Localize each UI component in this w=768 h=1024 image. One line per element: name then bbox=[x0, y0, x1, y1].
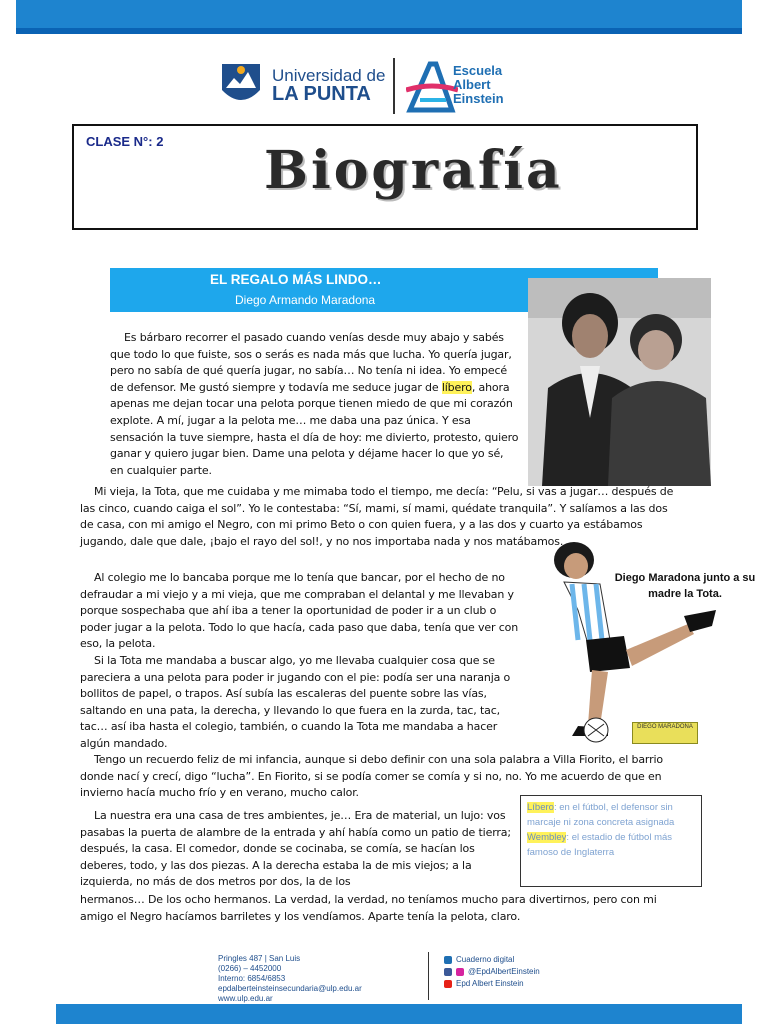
glossary-definition: : el estadio de fútbol más famoso de Inglaterra bbox=[527, 832, 673, 858]
footer-address: Pringles 487 | San Luis bbox=[218, 954, 301, 963]
school-name-line1: Escuela bbox=[453, 63, 503, 78]
section-title: Biografía bbox=[264, 140, 563, 201]
digital-notebook-link[interactable] bbox=[444, 954, 540, 966]
p1-text-start: Es bárbaro recorrer el pasado cuando venías desde muy abajo y sabés que todo lo que fuiste, sos o serás es nada más que lucha. Yo quería jugar, pero no sabía de qué quería jugar, no sabía… No tenía ni idea. Yo empecé de defensor. Me gustó siempre y todavía me seduce jugar de bbox=[110, 331, 512, 394]
youtube-label: Epd Albert Einstein bbox=[456, 979, 524, 988]
story-paragraph-3 bbox=[80, 570, 530, 753]
p3-text: Al colegio me lo bancaba porque me lo tenía que bancar, por el hecho de no defraudar a mi viejo y a mi vieja, que me compraban el delantal y me llevaban y porque sospechaba que ahí iba a tener la oportunidad de poder ir a un club o poder jugar a la pelota. Todo lo que hacía, cada paso que daba, tenía que ver con eso, la pelota. bbox=[80, 571, 519, 651]
glossary-definition: : en el fútbol, el defensor sin marcaje ni zona concreta asignada bbox=[527, 802, 675, 828]
page-footer bbox=[218, 952, 588, 1002]
drawing-nameplate: DIEGO MARADONA bbox=[632, 722, 698, 744]
footer-links bbox=[444, 954, 540, 990]
facebook-icon bbox=[444, 968, 452, 976]
footer-email[interactable]: epdalberteinsteinsecundaria@ulp.edu.ar bbox=[218, 984, 362, 993]
story-paragraph-2 bbox=[80, 484, 680, 550]
p3b-text: Si la Tota me mandaba a buscar algo, yo me llevaba cualquier cosa que se pareciera a una pelota para poder ir jugando con el pie: podía ser una naranja o bollitos de papel, o trapos. Así subía las escaleras del puente sobre las vías, saltando en una pata, la derecha, y llevando lo que fuera en la zurda, tac, tac, tac… así iba hasta el colegio, también, o cuando la Tota me mandaba a hacer algún mandado. bbox=[80, 653, 511, 750]
p4-text: Tengo un recuerdo feliz de mi infancia, aunque si debo definir con una sola palabra a Villa Fiorito, el barrio donde nací y crecí, digo “lucha”. En Fiorito, si se podía comer se comía y si no, no. Yo me acuerdo de que en invierno hacía mucho frío y en verano, mucho calor. bbox=[80, 753, 663, 800]
instagram-icon bbox=[456, 968, 464, 976]
logo-header bbox=[220, 56, 550, 116]
notebook-icon bbox=[444, 956, 452, 964]
logo-divider bbox=[393, 58, 395, 114]
class-header-box bbox=[72, 124, 698, 230]
p2-text: Mi vieja, la Tota, que me cuidaba y me mimaba todo el tiempo, me decía: “Pelu, si vas a jugar… después de las cinco, cuando caiga el sol”. Yo le contestaba: “Sí, mami, sí mami, quédate tranquila”. Y salíamos a las dos de casa, con mi amigo el Negro, con mi primo Beto o con quien fuera, y a las dos y cuarto ya estábamos jugando, dale que dale, ¡bajo el rayo del sol!, y no nos importaba nada y nos matábamos. bbox=[80, 485, 674, 548]
footer-internal: Interno: 6854/6853 bbox=[218, 974, 286, 983]
school-name bbox=[453, 64, 504, 106]
story-paragraph-5 bbox=[80, 808, 516, 891]
glossary-term: Líbero bbox=[527, 802, 554, 813]
footer-phone: (0266) – 4452000 bbox=[218, 964, 282, 973]
story-title: EL REGALO MÁS LINDO… bbox=[210, 272, 382, 287]
story-paragraph-1 bbox=[110, 330, 520, 479]
p1-text-end: , ahora apenas me dejan tocar una pelota porque tienen miedo de que mi corazón explote. A mí, jugar a la pelota me… me daba una paz única. Y esa sensación la tuve siempre, hasta el día de hoy: me divierto, protesto, quiero ganar y quiero jugar bien. Dame una pelota y déjame hacer lo que yo sé, en cualquier parte. bbox=[110, 380, 519, 477]
school-name-line2: Albert bbox=[453, 77, 491, 92]
social-label: @EpdAlbertEinstein bbox=[468, 967, 540, 976]
university-name-line2: LA PUNTA bbox=[272, 83, 371, 105]
story-subtitle: Diego Armando Maradona bbox=[235, 293, 376, 307]
youtube-link[interactable] bbox=[444, 978, 540, 990]
top-bar bbox=[16, 0, 742, 34]
p6-text: hermanos… De los ocho hermanos. La verdad, la verdad, no teníamos mucho para divertirnos, pero con mi amigo el Negro hacíamos barriletes y los vendíamos. Aparte tenía la pelota, claro. bbox=[80, 893, 657, 923]
class-number: CLASE N°: 2 bbox=[86, 134, 164, 149]
p5-text: La nuestra era una casa de tres ambientes, je… Era de material, un lujo: vos pasabas la puerta de alambre de la entrada y ahí había como un patio de tierra; después, la casa. El comedor, donde se cocinaba, se comía, se hacían los deberes, todo, y las dos piezas. A la derecha estaba la de mis viejos; a la izquierda, no más de dos metros por dos, la de los bbox=[80, 809, 511, 889]
university-logo-icon bbox=[220, 60, 262, 110]
bottom-bar bbox=[56, 1004, 742, 1024]
glossary-entry bbox=[527, 800, 695, 830]
story-paragraph-6 bbox=[80, 892, 680, 925]
school-name-line3: Einstein bbox=[453, 91, 504, 106]
footer-contact bbox=[218, 954, 362, 1004]
photo-illustration bbox=[528, 278, 711, 486]
photo-caption: Diego Maradona junto a su madre la Tota. bbox=[614, 572, 756, 600]
school-logo-icon bbox=[406, 60, 458, 114]
footer-web[interactable]: www.ulp.edu.ar bbox=[218, 994, 273, 1003]
libero-highlight: líbero bbox=[441, 380, 472, 394]
maradona-mother-photo bbox=[528, 278, 711, 486]
glossary-entry bbox=[527, 830, 695, 860]
glossary-box bbox=[520, 795, 702, 887]
glossary-term: Wembley bbox=[527, 832, 567, 843]
social-link[interactable] bbox=[444, 966, 540, 978]
youtube-icon bbox=[444, 980, 452, 988]
footer-divider bbox=[428, 952, 429, 1000]
university-name-line1: Universidad de bbox=[272, 66, 386, 85]
digital-label: Cuaderno digital bbox=[456, 955, 515, 964]
